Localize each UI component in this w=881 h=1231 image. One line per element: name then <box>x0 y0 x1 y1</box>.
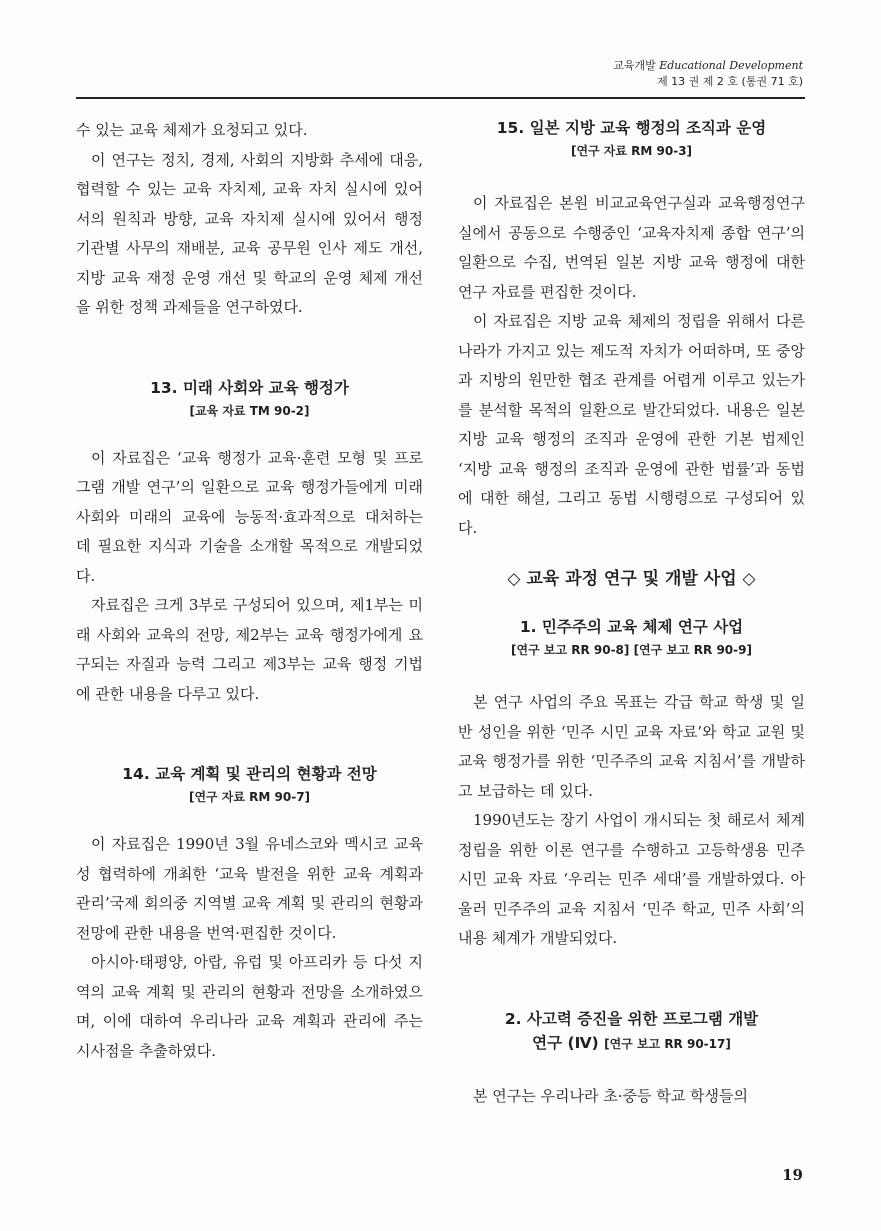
paragraph: 자료집은 크게 3부로 구성되어 있으며, 제1부는 미래 사회와 교육의 전망, 제2부는 교육 행정가에게 요구되는 자질과 능력 그리고 제3부는 교육 행정 기법에 관한 내용을 다루고 있다. <box>76 596 423 703</box>
running-header <box>613 58 803 90</box>
section-title: 1. 민주주의 교육 체제 연구 사업 <box>519 618 744 636</box>
section-ref: [연구 보고 RR 90-8] [연구 보고 RR 90-9] <box>511 643 752 657</box>
journal-name: 교육개발 Educational Development <box>613 59 803 72</box>
section-title: 2. 사고력 증진을 위한 프로그램 개발 <box>504 1009 759 1028</box>
continued-text: 수 있는 교육 체제가 요청되고 있다. <box>76 121 308 139</box>
paragraph: 이 자료집은 지방 교육 체제의 정립을 위해서 다른 나라가 가지고 있는 제도적 자치가 어떠하며, 또 중앙과 지방의 원만한 협조 관계를 어렵게 이루고 있는가를 분석할 목적의 일환으로 발간되었다. 내용은 일본 지방 교육 행정의 조직과 운영에 관한 기본 법제인 ‘지방 교육 행정의 조직과 운영에 관한 법률’과 동법에 대한 해설, 그리고 동법 시행령으로 구성되어 있다. <box>458 312 805 537</box>
left-column <box>76 116 423 1066</box>
paragraph: 이 연구는 정치, 경제, 사회의 지방화 추세에 대응, 협력할 수 있는 교육 자치제, 교육 자치 실시에 있어서의 원칙과 방향, 교육 자치제 실시에 있어서 행정 기관별 사무의 재배분, 교육 공무원 인사 제도 개선, 지방 교육 재정 운영 개선 및 학교의 운영 체제 개선을 위한 정책 과제들을 연구하였다. <box>76 150 423 316</box>
paragraph: 이 자료집은 1990년 3월 유네스코와 멕시코 교육성 협력하에 개최한 ‘교육 발전을 위한 교육 계획과 관리’국제 회의중 지역별 교육 계획 및 관리의 현황과 전망에 관한 내용을 번역·편집한 것이다. <box>76 835 423 942</box>
section-title: 15. 일본 지방 교육 행정의 조직과 운영 <box>496 119 767 137</box>
paragraph: 이 자료집은 본원 비교교육연구실과 교육행정연구실에서 공동으로 수행중인 ‘교육자치제 종합 연구’의 일환으로 수집, 번역된 일본 지방 교육 행정에 대한 연구 자료를 편집한 것이다. <box>458 194 805 301</box>
paragraph: 본 연구는 우리나라 초·중등 학교 학생들의 <box>473 1086 748 1105</box>
paragraph: 아시아·태평양, 아랍, 유럽 및 아프리카 등 다섯 지역의 교육 계획 및 관리의 현황과 전망을 소개하였으며, 이에 대하여 우리나라 교육 계획과 관리에 주는 시사점을 추출하였다. <box>76 953 423 1060</box>
paragraph: 이 자료집은 ‘교육 행정가 교육·훈련 모형 및 프로그램 개발 연구’의 일환으로 교육 행정가들에게 미래 사회와 미래의 교육에 능동적·효과적으로 대처하는 데 필요한 지식과 기술을 소개할 목적으로 개발되었다. <box>76 448 423 585</box>
section-ref: [연구 자료 RM 90-7] <box>188 790 311 804</box>
right-column <box>458 116 805 1111</box>
paragraph: 본 연구 사업의 주요 목표는 각급 학교 학생 및 일반 성인을 위한 ‘민주 시민 교육 자료’와 학교 교원 및 교육 행정가를 위한 ‘민주주의 교육 지침서’를 개발하고 보급하는 데 있다. <box>458 693 805 800</box>
section-title: 14. 교육 계획 및 관리의 현황과 전망 <box>122 765 377 783</box>
section-ref: [연구 보고 RR 90-17] <box>604 1036 731 1051</box>
header-rule <box>76 97 805 99</box>
section-ref: [연구 자료 RM 90-3] <box>570 144 693 158</box>
section-title: 13. 미래 사회와 교육 행정가 <box>150 378 349 397</box>
category-title: ◇ 교육 과정 연구 및 개발 사업 ◇ <box>507 569 756 589</box>
section-ref: [교육 자료 TM 90-2] <box>189 403 310 418</box>
page-number: 19 <box>782 1166 803 1184</box>
section-title-cont: 연구 (Ⅳ) [연구 보고 RR 90-17] <box>532 1033 731 1052</box>
issue-info: 제 13 권 제 2 호 (통권 71 호) <box>657 75 803 88</box>
paragraph: 1990년도는 장기 사업이 개시되는 첫 해로서 체계 정립을 위한 이론 연구를 수행하고 고등학생용 민주 시민 교육 자료 ‘우리는 민주 세대’를 개발하였다. 아울러 민주주의 교육 지침서 ‘민주 학교, 민주 사회’의 내용 체계가 개발되었다. <box>458 811 805 947</box>
